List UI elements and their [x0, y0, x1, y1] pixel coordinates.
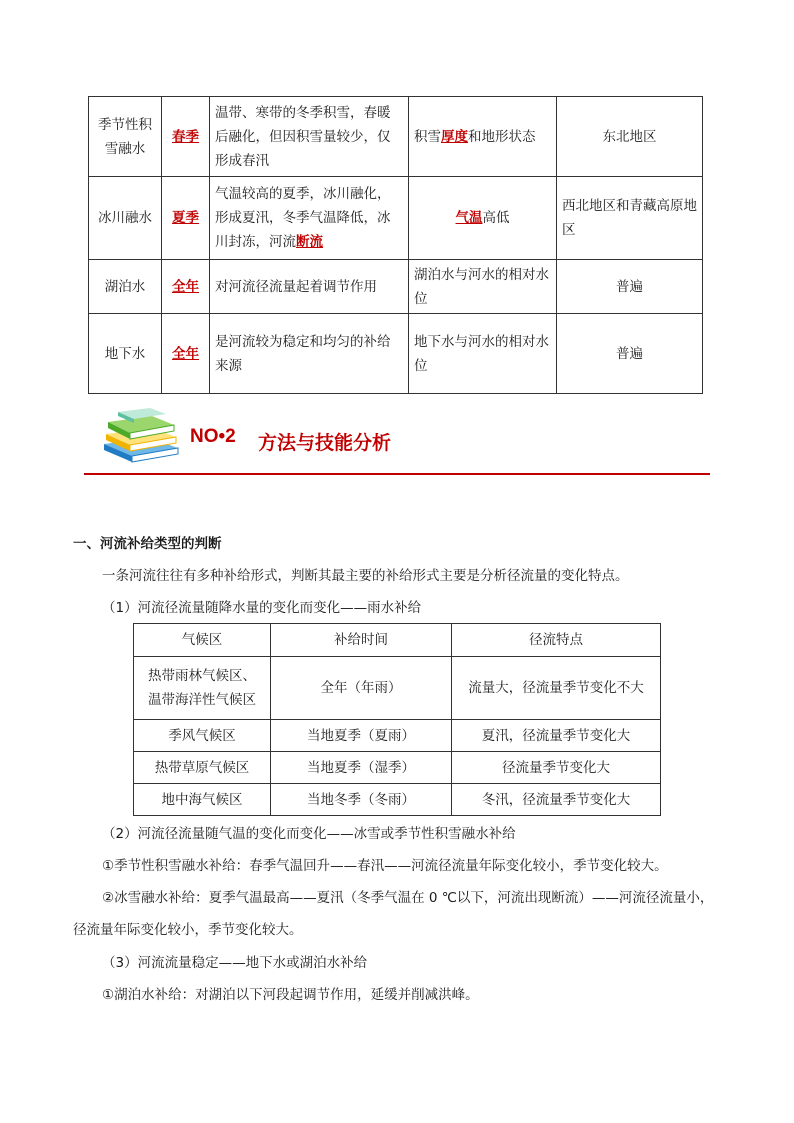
- cell-text: 积雪: [414, 128, 441, 145]
- paragraph: 径流量年际变化较小，季节变化较大。: [73, 922, 303, 938]
- table-row: [134, 720, 661, 752]
- table-row: [134, 752, 661, 784]
- divider: [84, 473, 710, 475]
- season-text: 全年: [172, 278, 199, 295]
- table-cell: 季节性积雪融水: [89, 97, 162, 177]
- highlight-text: 气温: [455, 210, 483, 226]
- table-cell: 是河流较为稳定和均匀的补给来源: [210, 314, 409, 394]
- table-cell: 普遍: [557, 260, 703, 314]
- table-cell: [134, 657, 271, 720]
- section-heading: 一、河流补给类型的判断: [73, 536, 222, 552]
- table-cell: 全年（年雨）: [271, 657, 452, 720]
- cell-text: 热带雨林气候区、: [148, 668, 256, 684]
- table-cell: 普遍: [557, 314, 703, 394]
- table-row: [89, 314, 703, 394]
- column-header: 补给时间: [271, 624, 452, 657]
- table-cell: 当地夏季（夏雨）: [271, 720, 452, 752]
- table-cell: 冬汛，径流量季节变化大: [452, 784, 661, 816]
- season-text: 全年: [172, 345, 199, 362]
- cell-text: 温带海洋性气候区: [148, 692, 256, 708]
- table-cell: [162, 177, 210, 260]
- table-row: [89, 177, 703, 260]
- paragraph: （1）河流径流量随降水量的变化而变化——雨水补给: [102, 600, 422, 616]
- table-cell: [409, 177, 557, 260]
- section-banner: [100, 404, 712, 478]
- table-row: [89, 260, 703, 314]
- column-header: 径流特点: [452, 624, 661, 657]
- table-cell: 对河流径流量起着调节作用: [210, 260, 409, 314]
- table-cell: 当地夏季（湿季）: [271, 752, 452, 784]
- table-row: [89, 97, 703, 177]
- paragraph: 一条河流往往有多种补给形式，判断其最主要的补给形式主要是分析径流量的变化特点。: [102, 568, 629, 584]
- table-cell: 湖泊水与河水的相对水位: [409, 260, 557, 314]
- table-cell: 温带、寒带的冬季积雪，春暖后融化，但因积雪量较少，仅形成春汛: [210, 97, 409, 177]
- climate-recharge-table: [133, 623, 661, 816]
- highlight-text: 断流: [296, 234, 323, 250]
- section-title: 方法与技能分析: [258, 432, 392, 454]
- table-cell: [162, 97, 210, 177]
- table-cell: 湖泊水: [89, 260, 162, 314]
- table-cell: 东北地区: [557, 97, 703, 177]
- table-row: [134, 784, 661, 816]
- table-row: [134, 657, 661, 720]
- table-cell: 季风气候区: [134, 720, 271, 752]
- paragraph: ①湖泊水补给：对湖泊以下河段起调节作用，延缓并削减洪峰。: [102, 987, 479, 1003]
- table-cell: 冰川融水: [89, 177, 162, 260]
- table-cell: [210, 177, 409, 260]
- cell-text: 气温较高的夏季，冰川融化，形成夏汛，冬季气温降低，冰川封冻，河流: [215, 186, 391, 250]
- cell-text: 高低: [482, 210, 510, 226]
- season-text: 夏季: [172, 210, 199, 226]
- section-number: NO•2: [190, 426, 236, 447]
- highlight-text: 厚度: [441, 128, 468, 145]
- table-cell: [162, 314, 210, 394]
- table-cell: 西北地区和青藏高原地区: [557, 177, 703, 260]
- table-cell: 热带草原气候区: [134, 752, 271, 784]
- table-cell: 当地冬季（冬雨）: [271, 784, 452, 816]
- recharge-type-table: [88, 96, 703, 394]
- paragraph: （2）河流径流量随气温的变化而变化——冰雪或季节性积雪融水补给: [102, 826, 516, 842]
- table-cell: 流量大，径流量季节变化不大: [452, 657, 661, 720]
- paragraph: ①季节性积雪融水补给：春季气温回升——春汛——河流径流量年际变化较小，季节变化较大。: [102, 858, 668, 874]
- cell-text: 和地形状态: [468, 128, 536, 145]
- books-icon: [100, 404, 182, 464]
- table-cell: 地下水与河水的相对水位: [409, 314, 557, 394]
- table-cell: [409, 97, 557, 177]
- table-cell: 地中海气候区: [134, 784, 271, 816]
- table-cell: 地下水: [89, 314, 162, 394]
- paragraph: （3）河流流量稳定——地下水或湖泊水补给: [102, 955, 368, 971]
- table-cell: [162, 260, 210, 314]
- table-cell: 径流量季节变化大: [452, 752, 661, 784]
- table-header-row: [134, 624, 661, 657]
- column-header: 气候区: [134, 624, 271, 657]
- paragraph: ②冰雪融水补给：夏季气温最高——夏汛（冬季气温在 0 ℃以下，河流出现断流）——河流径流量小，: [102, 890, 714, 906]
- season-text: 春季: [172, 128, 199, 145]
- table-cell: 夏汛，径流量季节变化大: [452, 720, 661, 752]
